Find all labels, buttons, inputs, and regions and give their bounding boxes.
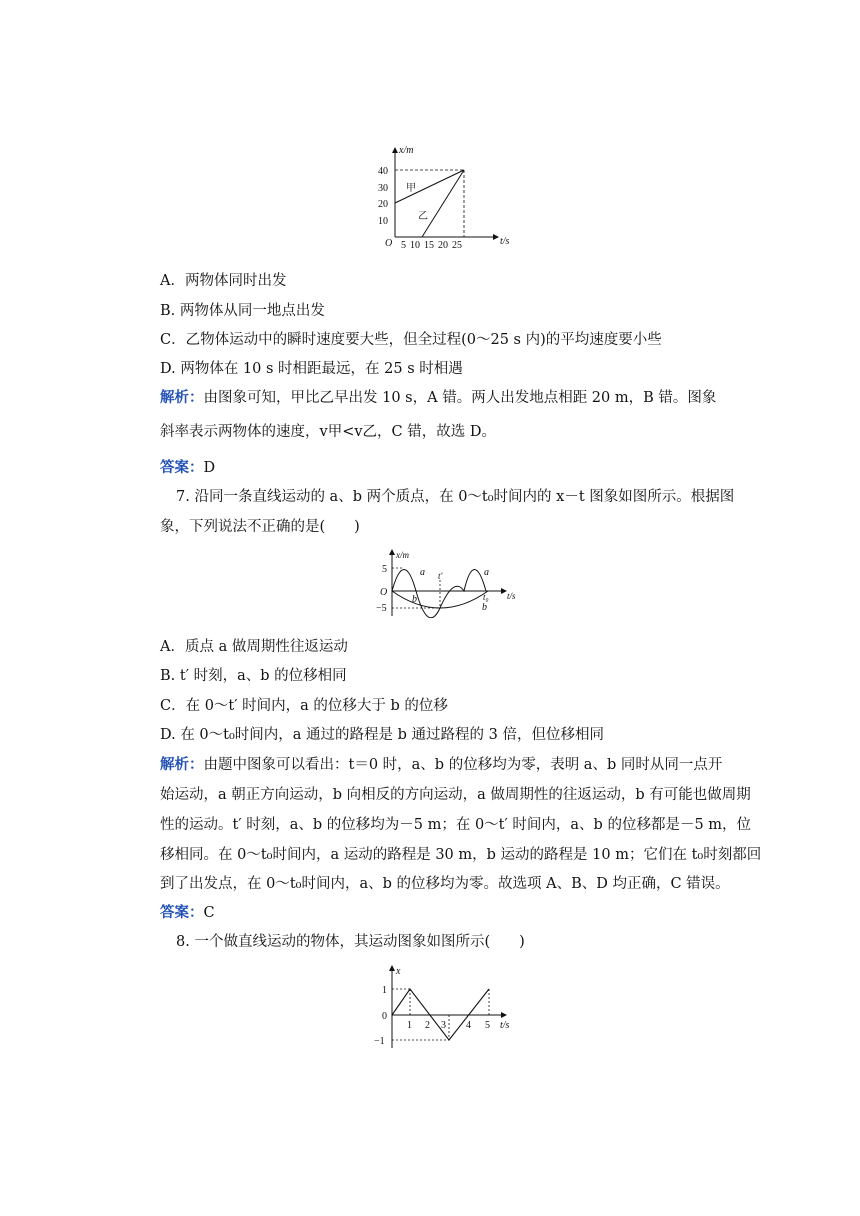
q7-analysis-label: 解析： (160, 756, 204, 773)
label-t0: t₀ (483, 592, 489, 602)
y-tick-10: 10 (378, 216, 388, 227)
x-tick-20: 20 (438, 240, 448, 251)
q7-answer-label: 答案： (160, 904, 204, 921)
q6-option-b: B. 两物体从同一地点出发 (160, 303, 325, 319)
q7-analysis-line-3: 性的运动。t′ 时刻，a、b 的位移均为－5 m；在 0～t′ 时间内，a、b 的位移都是－5 m，位 (160, 817, 752, 833)
origin-label: O (385, 238, 393, 249)
x-tick-3: 3 (441, 1020, 446, 1031)
y-tick-neg1: −1 (374, 1036, 385, 1047)
q6-answer-value: D (203, 460, 216, 476)
origin-label: O (380, 587, 388, 598)
q7-option-b: B. t′ 时刻，a、b 的位移相同 (160, 668, 347, 684)
y-axis-label: x (396, 966, 401, 977)
label-b-1: b (412, 594, 417, 605)
q6-analysis-label: 解析： (160, 389, 204, 406)
q6-analysis-line-2: 斜率表示两物体的速度，v甲<v乙，C 错，故选 D。 (160, 424, 496, 440)
x-axis-label: t/s (507, 591, 516, 601)
q7-answer-line (160, 903, 215, 923)
q7-analysis-line-4: 移相同。在 0～t₀时间内，a 运动的路程是 30 m，b 运动的路程是 10 m；它们在 t₀时刻都回 (160, 847, 762, 863)
y-tick-5: 5 (382, 564, 387, 575)
q7-stem-line-2: 象，下列说法不正确的是( ) (160, 519, 360, 535)
x-tick-2: 2 (425, 1020, 430, 1031)
y-tick-neg5: −5 (376, 603, 387, 614)
label-a-1: a (420, 567, 425, 578)
q8-stem: 8. 一个做直线运动的物体，其运动图象如图所示( ) (176, 934, 525, 950)
figure-2-xt-graph (374, 546, 524, 618)
y-tick-30: 30 (378, 183, 388, 194)
y-axis-label: x/m (396, 550, 409, 560)
x-tick-10: 10 (410, 240, 420, 251)
q6-option-a: A．两物体同时出发 (160, 273, 287, 289)
q6-option-c: C．乙物体运动中的瞬时速度要大些，但全过程(0～25 s 内)的平均速度要小些 (160, 332, 662, 348)
q7-option-d: D. 在 0～t₀时间内，a 通过的路程是 b 通过路程的 3 倍，但位移相同 (160, 727, 604, 743)
label-yi: 乙 (418, 211, 428, 222)
label-a-2: a (484, 567, 489, 578)
q7-analysis-line-1 (160, 755, 722, 775)
q7-option-c: C．在 0～t′ 时间内，a 的位移大于 b 的位移 (160, 698, 448, 714)
q6-answer-line (160, 458, 215, 478)
figure-1-xt-graph (370, 140, 520, 252)
x-tick-15: 15 (424, 240, 434, 251)
x-tick-25: 25 (452, 240, 462, 251)
q7-stem-line-1: 7. 沿同一条直线运动的 a、b 两个质点，在 0～t₀时间内的 x－t 图象如图所示。根据图 (176, 489, 735, 505)
q6-analysis-line-1 (160, 388, 716, 408)
x-axis-label: t/s (500, 236, 510, 247)
label-jia: 甲 (406, 183, 416, 194)
x-tick-5: 5 (401, 240, 406, 251)
y-axis-label: x/m (399, 145, 414, 156)
q7-analysis-line-5: 到了出发点，在 0～t₀时间内，a、b 的位移均为零。故选项 A、B、D 均正确，C 错误。 (160, 876, 730, 892)
y-tick-1: 1 (382, 985, 387, 996)
q7-option-a: A．质点 a 做周期性往返运动 (160, 639, 348, 655)
q6-analysis-text-1: 由图象可知，甲比乙早出发 10 s，A 错。两人出发地点相距 20 m，B 错。图象 (203, 390, 717, 406)
q6-answer-label: 答案： (160, 459, 204, 476)
x-tick-5: 5 (485, 1020, 490, 1031)
x-axis-label: t/s (500, 1020, 510, 1031)
q6-option-d: D. 两物体在 10 s 时相距最远，在 25 s 时相遇 (160, 361, 463, 377)
q7-analysis-text-1: 由题中图象可以看出：t＝0 时，a、b 的位移均为零，表明 a、b 同时从同一点开 (203, 757, 723, 773)
q7-answer-value: C (203, 905, 215, 921)
x-tick-1: 1 (407, 1020, 412, 1031)
q7-analysis-line-2: 始运动，a 朝正方向运动，b 向相反的方向运动，a 做周期性的往返运动，b 有可能也做周期 (160, 787, 751, 803)
x-tick-4: 4 (466, 1020, 471, 1031)
label-b-2: b (482, 602, 487, 613)
y-tick-20: 20 (378, 199, 388, 210)
label-tprime: t′ (438, 571, 443, 581)
figure-3-xt-graph (370, 962, 520, 1052)
y-tick-40: 40 (378, 166, 388, 177)
y-tick-0: 0 (382, 1011, 387, 1022)
